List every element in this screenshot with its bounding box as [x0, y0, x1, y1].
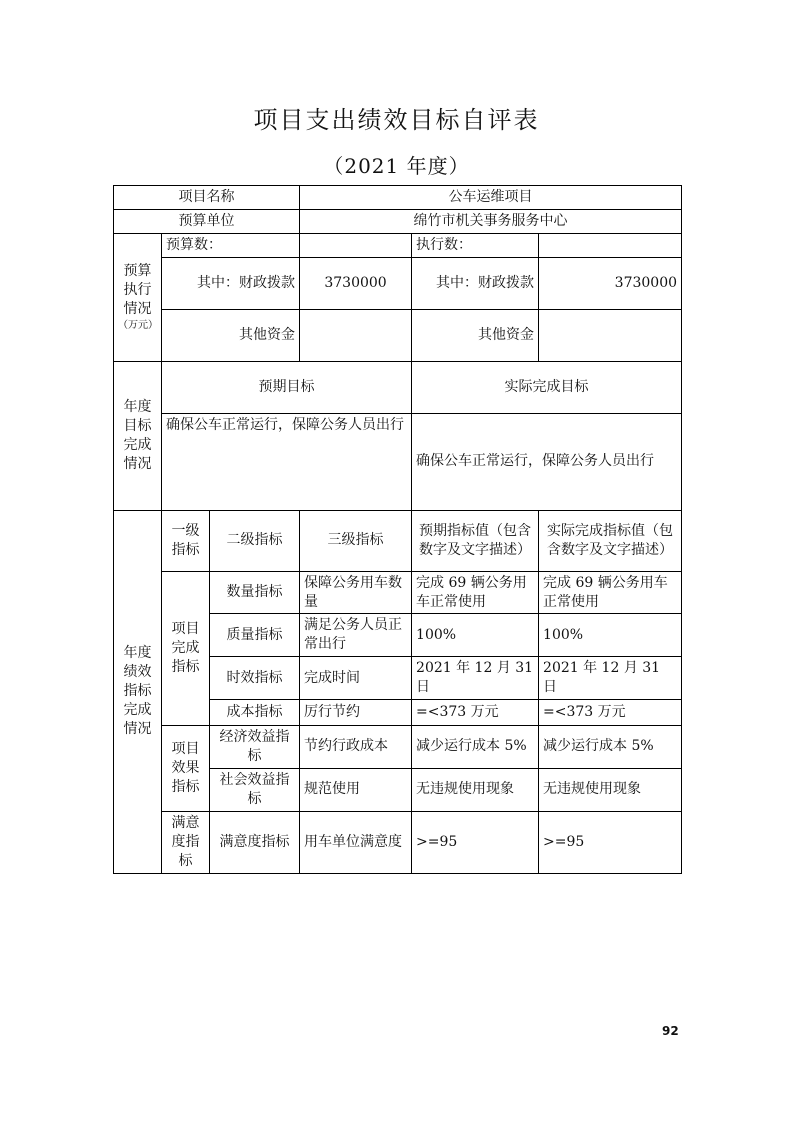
col-level2-header: 二级指标: [210, 510, 300, 571]
row-actual: 100%: [539, 614, 682, 657]
other-funds-row: [114, 309, 682, 361]
exec-section-title: 预算执行情况: [123, 263, 152, 317]
project-name-value: 公车运维项目: [300, 186, 682, 210]
row-level2: 质量指标: [210, 614, 300, 657]
actual-goal-text: 确保公车正常运行，保障公务人员出行: [412, 413, 682, 510]
other-funds-value-executed: [539, 309, 682, 361]
budget-amount-row: [114, 233, 682, 257]
project-name-row: [114, 186, 682, 210]
budget-unit-value: 绵竹市机关事务服务中心: [300, 209, 682, 233]
col-level3-header: 三级指标: [300, 510, 412, 571]
row-expected: 无违规使用现象: [412, 768, 539, 811]
self-evaluation-table: [113, 185, 682, 874]
other-funds-value-budget: [300, 309, 412, 361]
executed-amount-label: 执行数：: [412, 233, 539, 257]
row-expected: 完成 69 辆公务用车正常使用: [412, 571, 539, 614]
row-actual: 2021 年 12 月 31 日: [539, 657, 682, 700]
fiscal-value-executed: 3730000: [539, 257, 682, 309]
row-actual: =<373 万元: [539, 700, 682, 726]
row-level3: 满足公务人员正常出行: [300, 614, 412, 657]
row-level3: 节约行政成本: [300, 726, 412, 769]
expected-goal-text: 确保公车正常运行，保障公务人员出行: [162, 413, 412, 510]
budget-unit-label: 预算单位: [114, 209, 300, 233]
expected-goal-header: 预期目标: [162, 361, 412, 413]
group-output-label: 项目完成指标: [162, 571, 210, 725]
annual-goal-content-row: [114, 413, 682, 510]
other-funds-label-executed: 其他资金: [412, 309, 539, 361]
row-level3: 用车单位满意度: [300, 811, 412, 873]
budget-amount-value: [300, 233, 412, 257]
fiscal-label-budget: 其中：财政拨款: [162, 257, 300, 309]
actual-goal-header: 实际完成目标: [412, 361, 682, 413]
col-expected-header: 预期指标值（包含数字及文字描述）: [412, 510, 539, 571]
table-row: [114, 811, 682, 873]
page-number: 92: [662, 1024, 679, 1038]
fiscal-allocation-row: [114, 257, 682, 309]
row-actual: 完成 69 辆公务用车正常使用: [539, 571, 682, 614]
row-level3: 规范使用: [300, 768, 412, 811]
row-actual: >=95: [539, 811, 682, 873]
row-level2: 满意度指标: [210, 811, 300, 873]
row-level3: 保障公务用车数量: [300, 571, 412, 614]
table-row: [114, 571, 682, 614]
col-level1-header: 一级指标: [162, 510, 210, 571]
exec-section-label: [114, 233, 162, 361]
project-name-label: 项目名称: [114, 186, 300, 210]
row-expected: =<373 万元: [412, 700, 539, 726]
group-effect-label: 项目效果指标: [162, 726, 210, 812]
budget-amount-label: 预算数：: [162, 233, 300, 257]
indicator-header-row: [114, 510, 682, 571]
page-title: 项目支出绩效目标自评表: [253, 106, 540, 134]
row-actual: 减少运行成本 5%: [539, 726, 682, 769]
budget-unit-row: [114, 209, 682, 233]
page-subtitle: （2021 年度）: [323, 154, 470, 178]
executed-amount-value: [539, 233, 682, 257]
row-expected: 减少运行成本 5%: [412, 726, 539, 769]
row-level3: 完成时间: [300, 657, 412, 700]
annual-goal-label: 年度目标完成情况: [114, 361, 162, 510]
row-actual: 无违规使用现象: [539, 768, 682, 811]
row-level2: 社会效益指标: [210, 768, 300, 811]
fiscal-label-executed: 其中：财政拨款: [412, 257, 539, 309]
fiscal-value-budget: 3730000: [300, 257, 412, 309]
row-level2: 成本指标: [210, 700, 300, 726]
row-expected: 2021 年 12 月 31 日: [412, 657, 539, 700]
other-funds-label-budget: 其他资金: [162, 309, 300, 361]
col-actual-header: 实际完成指标值（包含数字及文字描述）: [539, 510, 682, 571]
row-level2: 数量指标: [210, 571, 300, 614]
annual-goal-header-row: [114, 361, 682, 413]
row-expected: >=95: [412, 811, 539, 873]
row-level2: 时效指标: [210, 657, 300, 700]
row-expected: 100%: [412, 614, 539, 657]
group-satisfaction-label: 满意度指标: [162, 811, 210, 873]
row-level3: 厉行节约: [300, 700, 412, 726]
table-row: [114, 726, 682, 769]
exec-section-unit: （万元）: [118, 319, 158, 331]
row-level2: 经济效益指标: [210, 726, 300, 769]
perf-section-label: 年度绩效指标完成情况: [114, 510, 162, 873]
